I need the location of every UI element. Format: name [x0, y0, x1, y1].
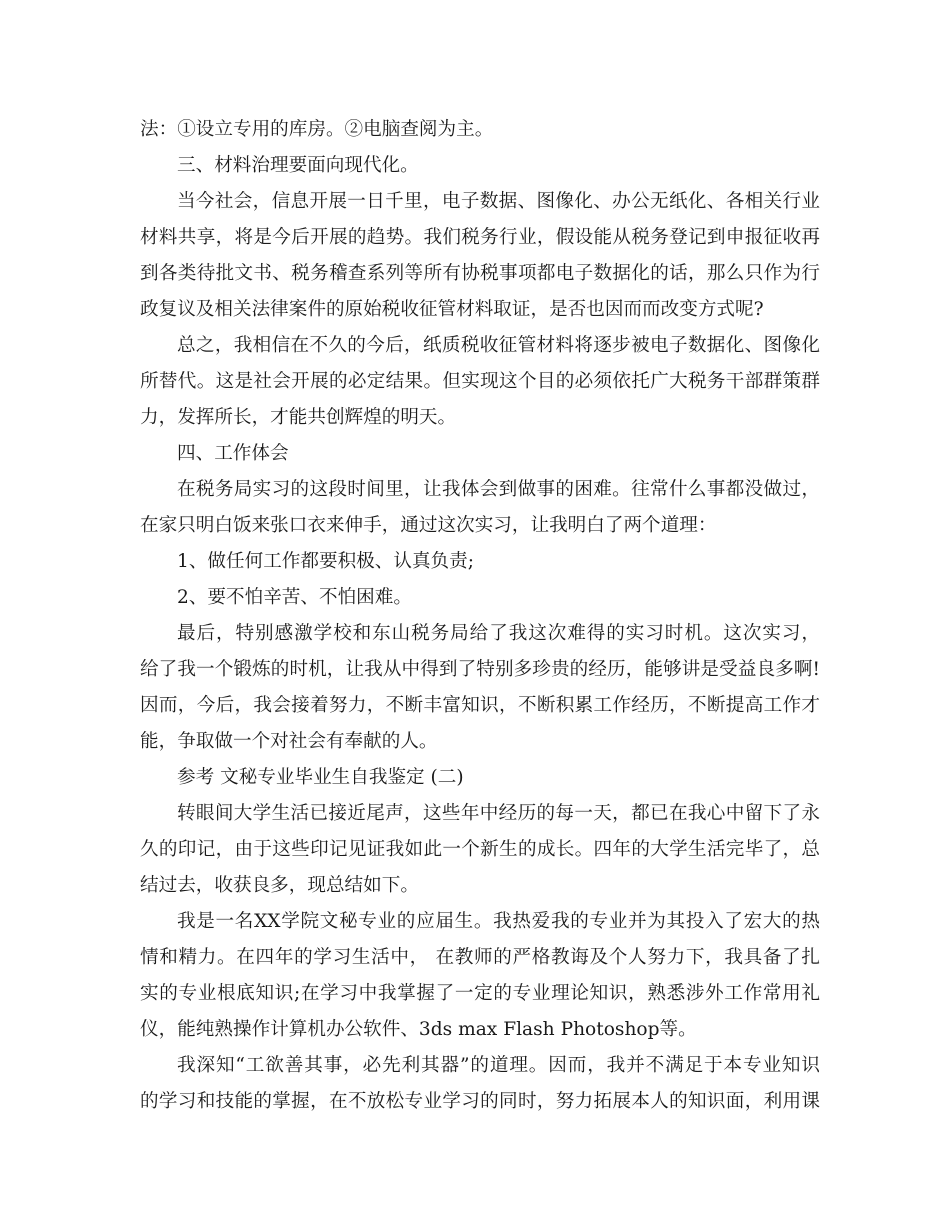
text-line: 给了我一个锻炼的时机，让我从中得到了特别多珍贵的经历，能够讲是受益良多啊! [140, 659, 820, 680]
text-line: 在家只明白饭来张口衣来伸手，通过这次实习，让我明白了两个道理： [140, 515, 717, 536]
text-line: 结过去，收获良多，现总结如下。 [140, 875, 419, 896]
list-item: 1、做任何工作都要积极、认真负责; [177, 551, 475, 572]
text-line: 转眼间大学生活已接近尾声，这些年中经历的每一天，都已在我心中留下了永 [177, 803, 820, 824]
text-line: 久的印记，由于这些印记见证我如此一个新生的成长。四年的大学生活完毕了，总 [140, 839, 820, 860]
text-line: 力，发挥所长，才能共创辉煌的明天。 [140, 407, 457, 428]
section-heading: 四、工作体会 [177, 443, 289, 464]
text-line: 情和精力。在四年的学习生活中， 在教师的严格教诲及个人努力下，我具备了扎 [140, 947, 820, 968]
text-line: 因而，今后，我会接着努力，不断丰富知识，不断积累工作经历，不断提高工作才 [140, 695, 820, 716]
text-line: 所替代。这是社会开展的必定结果。但实现这个目的必须依托广大税务干部群策群 [140, 371, 820, 392]
text-line: 材料共享，将是今后开展的趋势。我们税务行业，假设能从税务登记到申报征收再 [140, 227, 820, 248]
text-line: 到各类待批文书、税务稽查系列等所有协税事项都电子数据化的话，那么只作为行 [140, 263, 820, 284]
text-line: 政复议及相关法律案件的原始税收征管材料取证，是否也因而而改变方式呢? [140, 299, 764, 320]
text-line: 仪，能纯熟操作计算机办公软件、3ds max Flash Photoshop等。 [140, 1019, 697, 1040]
section-heading: 三、材料治理要面向现代化。 [177, 155, 419, 176]
text-line: 总之，我相信在不久的今后，纸质税收征管材料将逐步被电子数据化、图像化 [177, 335, 820, 356]
text-line: 我是一名XX学院文秘专业的应届生。我热爱我的专业并为其投入了宏大的热 [177, 911, 820, 932]
section-heading: 参考 文秘专业毕业生自我鉴定 (二) [177, 767, 464, 788]
text-line: 法：①设立专用的库房。②电脑查阅为主。 [140, 119, 494, 140]
text-line: 当今社会，信息开展一日千里，电子数据、图像化、办公无纸化、各相关行业 [177, 191, 820, 212]
text-line: 在税务局实习的这段时间里，让我体会到做事的困难。往常什么事都没做过， [177, 479, 820, 500]
text-line: 的学习和技能的掌握，在不放松专业学习的同时，努力拓展本人的知识面，利用课 [140, 1091, 820, 1112]
text-line: 最后，特别感激学校和东山税务局给了我这次难得的实习时机。这次实习， [177, 623, 820, 644]
text-line: 能，争取做一个对社会有奉献的人。 [140, 731, 438, 752]
text-line: 我深知“工欲善其事，必先利其器”的道理。因而，我并不满足于本专业知识 [177, 1055, 820, 1076]
text-line: 实的专业根底知识;在学习中我掌握了一定的专业理论知识，熟悉涉外工作常用礼 [140, 983, 820, 1004]
list-item: 2、要不怕辛苦、不怕困难。 [177, 587, 412, 608]
